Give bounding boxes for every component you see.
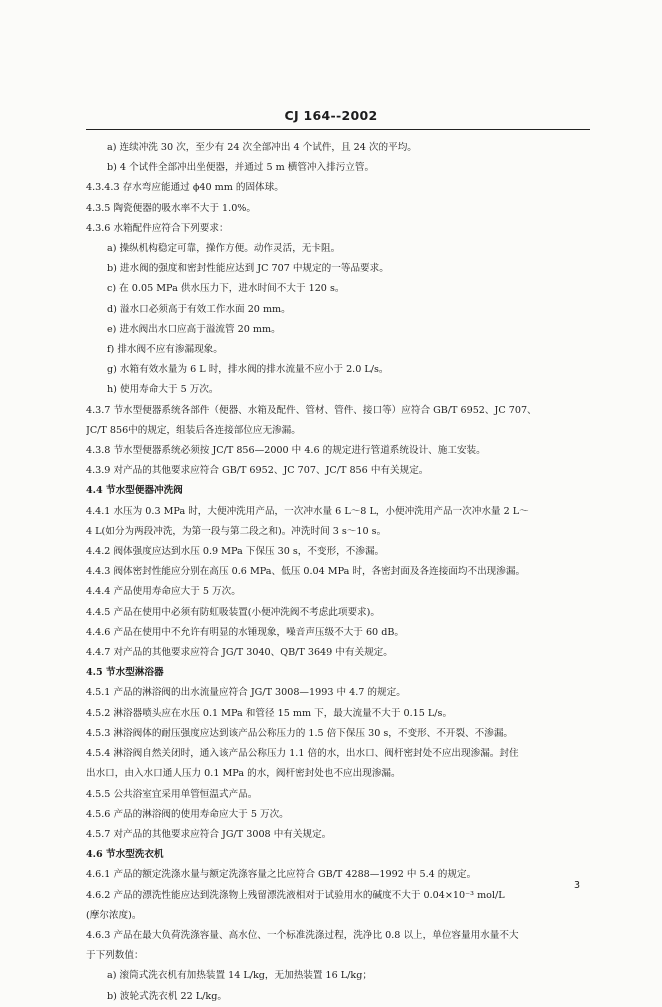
text-line: 4 L(如分为两段冲洗，为第一段与第二段之和)。冲洗时间 3 s～10 s。 — [86, 525, 387, 537]
text-line: d) 溢水口必须高于有效工作水面 20 mm。 — [107, 303, 291, 315]
text-line: 4.3.9 对产品的其他要求应符合 GB/T 6952、JC 707、JC/T 856 中有关规定。 — [86, 465, 429, 477]
text-line: 4.4.1 水压为 0.3 MPa 时，大便冲洗用产品，一次冲水量 6 L～8 L，小便冲洗用产品一次冲水量 2 L～ — [86, 505, 529, 517]
text-line: 4.4.4 产品使用寿命应大于 5 万次。 — [86, 586, 241, 598]
text-line: h) 使用寿命大于 5 万次。 — [107, 384, 219, 396]
document-header-code: CJ 164--2002 — [284, 108, 378, 123]
text-line: b) 4 个试件全部冲出坐便器，并通过 5 m 横管冲入排污立管。 — [107, 162, 375, 174]
text-line: 4.5.4 淋浴阀自然关闭时，通入该产品公称压力 1.1 倍的水，出水口、阀杆密封处不应出现渗漏。封住 — [86, 748, 519, 760]
text-line: 出水口，由入水口通人压力 0.1 MPa 的水，阀杆密封处也不应出现渗漏。 — [86, 768, 401, 780]
text-line: 4.4.2 阀体强度应达到水压 0.9 MPa 下保压 30 s，不变形，不渗漏。 — [86, 546, 385, 558]
text-line: 4.4.6 产品在使用中不允许有明显的水锤现象，噪音声压级不大于 60 dB。 — [86, 626, 404, 638]
text-line: g) 水箱有效水量为 6 L 时，排水阀的排水流量不应小于 2.0 L/s。 — [107, 364, 389, 376]
text-line: 4.3.4.3 存水弯应能通过 ϕ40 mm 的固体球。 — [86, 182, 284, 194]
text-line: 4.5.7 对产品的其他要求应符合 JG/T 3008 中有关规定。 — [86, 828, 332, 840]
text-line: c) 在 0.05 MPa 供水压力下，进水时间不大于 120 s。 — [107, 283, 345, 295]
text-line: 4.3.6 水箱配件应符合下列要求： — [86, 222, 229, 234]
text-line: a) 操纵机构稳定可靠，操作方便。动作灵活，无卡阻。 — [107, 243, 341, 255]
text-line: a) 连续冲洗 30 次，至少有 24 次全部冲出 4 个试件，且 24 次的平均。 — [107, 142, 417, 153]
text-line: 4.5.5 公共浴室宜采用单管恒温式产品。 — [86, 788, 258, 800]
text-line: 4.6.2 产品的漂洗性能应达到洗涤物上残留漂洗液相对于试验用水的碱度不大于 0.04×10⁻³ mol/L — [86, 889, 505, 901]
document-body — [86, 138, 590, 1007]
text-line: 4.5.3 淋浴阀体的耐压强度应达到该产品公称压力的 1.5 倍下保压 30 s，不变形、不开裂、不渗漏。 — [86, 727, 514, 739]
header-rule — [86, 129, 590, 130]
text-line: 4.5.2 淋浴器喷头应在水压 0.1 MPa 和管径 15 mm 下，最大流量不大于 0.15 L/s。 — [86, 707, 453, 719]
text-line: 于下列数值： — [86, 950, 144, 962]
text-line: 4.5.6 产品的淋浴阀的使用寿命应大于 5 万次。 — [86, 808, 289, 820]
text-line: 4.3.7 节水型便器系统各部件（便器、水箱及配件、管材、管件、接口等）应符合 GB/T 6952、JC 707、 — [86, 404, 537, 416]
text-line: 4.5.1 产品的淋浴阀的出水流量应符合 JG/T 3008—1993 中 4.7 的规定。 — [86, 687, 406, 699]
section-heading: 4.4 节水型便器冲洗阀 — [86, 485, 183, 497]
text-line: 4.6.3 产品在最大负荷洗涤容量、高水位、一个标准洗涤过程，洗净比 0.8 以上，单位容量用水量不大 — [86, 929, 519, 941]
text-line: (摩尔浓度)。 — [86, 909, 142, 921]
text-line: e) 进水阀出水口应高于溢流管 20 mm。 — [107, 323, 281, 335]
text-line: 4.3.8 节水型便器系统必须按 JC/T 856—2000 中 4.6 的规定进行管道系统设计、施工安装。 — [86, 445, 486, 457]
text-line: JC/T 856中的规定，组装后各连接部位应无渗漏。 — [86, 424, 301, 436]
text-line: 4.3.5 陶瓷便器的吸水率不大于 1.0%。 — [86, 202, 257, 214]
text-line: b) 进水阀的强度和密封性能应达到 JC 707 中规定的一等品要求。 — [107, 263, 389, 275]
text-line: a) 滚筒式洗衣机有加热装置 14 L/kg，无加热装置 16 L/kg； — [107, 970, 372, 982]
text-line: 4.6.1 产品的额定洗涤水量与额定洗涤容量之比应符合 GB/T 4288—1992 中 5.4 的规定。 — [86, 869, 477, 881]
section-heading: 4.6 节水型洗衣机 — [86, 849, 164, 861]
page-number: 3 — [574, 880, 581, 891]
text-line: 4.4.5 产品在使用中必须有防虹吸装置(小便冲洗阀不考虑此项要求)。 — [86, 606, 380, 618]
text-line: 4.4.7 对产品的其他要求应符合 JG/T 3040、QB/T 3649 中有关规定。 — [86, 647, 393, 659]
text-line: b) 波轮式洗衣机 22 L/kg。 — [107, 990, 227, 1002]
text-line: 4.4.3 阀体密封性能应分别在高压 0.6 MPa、低压 0.04 MPa 时，各密封面及各连接面均不出现渗漏。 — [86, 566, 526, 578]
text-line: f) 排水阀不应有渗漏现象。 — [107, 344, 223, 356]
section-heading: 4.5 节水型淋浴器 — [86, 667, 164, 679]
